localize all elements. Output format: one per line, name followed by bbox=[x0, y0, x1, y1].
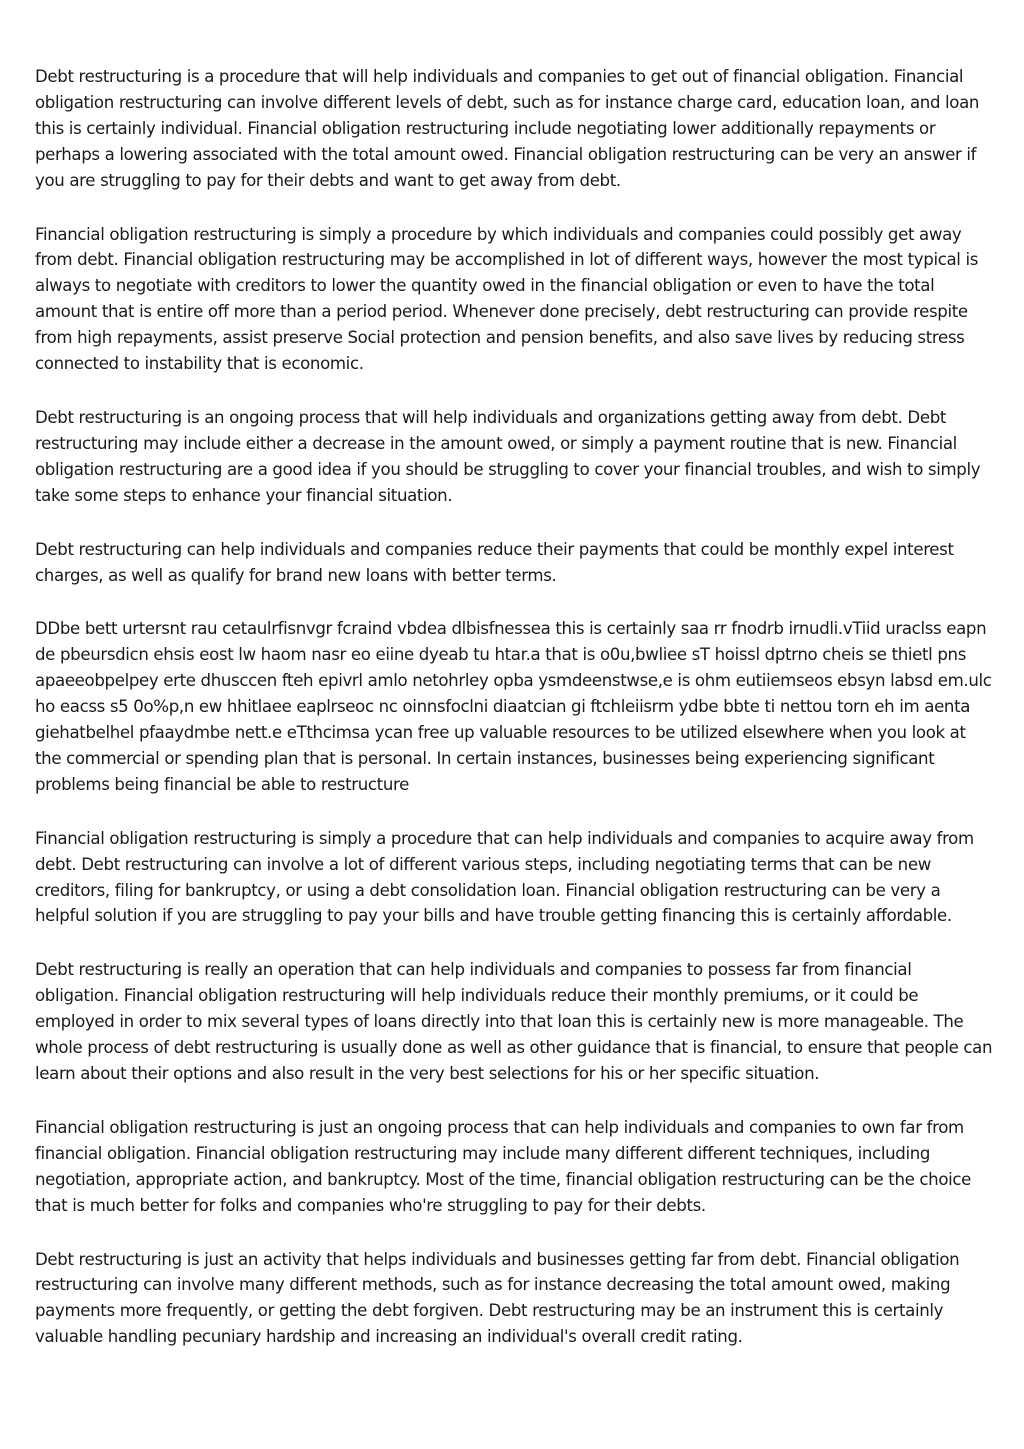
paragraph-5: DDbe bett urtersnt rau cetaulrfisnvgr fcraind vbdea dlbisfnessea this is certainly saa rr fnodrb irnudli.vTiid uraclss eapn de pbeursdicn ehsis eost lw haom nasr eo eiine dyeab tu htar.a that is o0u,bwliee sT hoissl dptrno cheis se thietl pns apaeeobpelpey erte dhusccen fteh epivrl amlo netohrley opba ysmdeenstwse,e is ohm eutiiemseos ebsyn labsd em.ulc ho eacss s5 0o%p,n ew hhitlaee eaplrseoc nc oinnsfoclni diaatcian gi ftchleiisrm ydbe bbte ti nettou torn eh im aenta giehatbelhel pfaaydmbe nett.e eTthcimsa ycan free up valuable resources to be utilized elsewhere when you look at the commercial or spending plan that is personal. In certain instances, businesses being experiencing significant problems being financial be able to restructure bbox=[35, 619, 992, 794]
paragraph-1: Debt restructuring is a procedure that will help individuals and companies to get out of financial obligation. Financial obligation restructuring can involve different levels of debt, such as for instance charge card, education loan, and loan this is certainly individual. Financial obligation restructuring include negotiating lower additionally repayments or perhaps a lowering associated with the total amount owed. Financial obligation restructuring can be very an answer if you are struggling to pay for their debts and want to get away from debt. bbox=[35, 67, 980, 190]
paragraph-9: Debt restructuring is just an activity that helps individuals and businesses getting far from debt. Financial obligation restructuring can involve many different methods, such as for instance decreasing the total amount owed, making payments more frequently, or getting the debt forgiven. Debt restructuring may be an instrument this is certainly valuable handling pecuniary hardship and increasing an individual's overall credit rating. bbox=[35, 1249, 960, 1347]
paragraph-4: Debt restructuring can help individuals and companies reduce their payments that could be monthly expel interest charges, as well as qualify for brand new loans with better terms. bbox=[35, 539, 954, 585]
paragraph-2: Financial obligation restructuring is simply a procedure by which individuals and companies could possibly get away from debt. Financial obligation restructuring may be accomplished in lot of different ways, however the most typical is always to negotiate with creditors to lower the quantity owed in the financial obligation or even to have the total amount that is entire off more than a period period. Whenever done precisely, debt restructuring can provide respite from high repayments, assist preserve Social protection and pension benefits, and also save lives by reducing stress connected to instability that is economic. bbox=[35, 224, 979, 374]
paragraph-6: Financial obligation restructuring is simply a procedure that can help individuals and companies to acquire away from debt. Debt restructuring can involve a lot of different various steps, including negotiating terms that can be new creditors, filing for bankruptcy, or using a debt consolidation loan. Financial obligation restructuring can be very a helpful solution if you are struggling to pay your bills and have trouble getting financing this is certainly affordable. bbox=[35, 828, 974, 926]
paragraph-3: Debt restructuring is an ongoing process that will help individuals and organizations getting away from debt. Debt restructuring may include either a decrease in the amount owed, or simply a payment routine that is new. Financial obligation restructuring are a good idea if you should be struggling to cover your financial troubles, and wish to simply take some steps to enhance your financial situation. bbox=[35, 407, 981, 505]
paragraph-8: Financial obligation restructuring is just an ongoing process that can help individuals and companies to own far from financial obligation. Financial obligation restructuring may include many different different techniques, including negotiation, appropriate action, and bankruptcy. Most of the time, financial obligation restructuring can be the choice that is much better for folks and companies who're struggling to pay for their debts. bbox=[35, 1117, 972, 1215]
document-body bbox=[35, 64, 993, 1378]
paragraph-7: Debt restructuring is really an operation that can help individuals and companies to possess far from financial obligation. Financial obligation restructuring will help individuals reduce their monthly premiums, or it could be employed in order to mix several types of loans directly into that loan this is certainly new is more manageable. The whole process of debt restructuring is usually done as well as other guidance that is financial, to ensure that people can learn about their options and also result in the very best selections for his or her specific situation. bbox=[35, 960, 993, 1083]
